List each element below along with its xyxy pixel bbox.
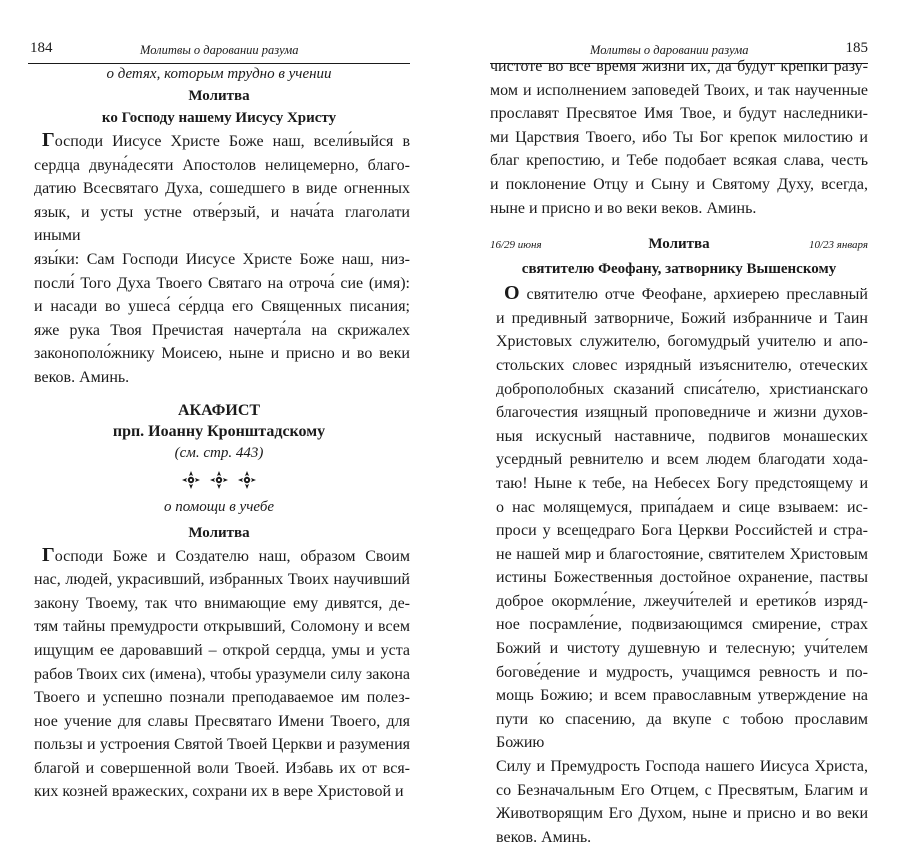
prayer2-text bbox=[28, 544, 410, 805]
text-line bbox=[496, 708, 868, 755]
line-text: пути ко спасению, да вкупе с тобою прославим Божию bbox=[496, 710, 868, 752]
text-line bbox=[34, 710, 410, 734]
right-page-number: 185 bbox=[845, 40, 868, 56]
line-text: прославят Пресвятое Имя Твое, и будут наследники- bbox=[490, 105, 868, 123]
line-text: закону Твоему, так что внимающие ему дивятся, де- bbox=[34, 594, 410, 612]
text-line bbox=[496, 802, 868, 826]
line-text: осподи Боже и Создателю наш, образом Своим bbox=[54, 547, 410, 565]
line-text: тям тайны премудрости открывший, Соломону и всем bbox=[34, 618, 410, 636]
right-page bbox=[490, 0, 868, 846]
text-line bbox=[496, 330, 868, 354]
line-text: сердца двуна́десяти Апостолов нелицемерно, благо- bbox=[34, 156, 410, 174]
text-line bbox=[496, 354, 868, 378]
prayer1-text bbox=[28, 129, 410, 390]
line-text: осподи Иисусе Христе Боже наш, всели́выйся в bbox=[54, 133, 410, 150]
triple-cross-ornament-icon bbox=[28, 470, 410, 492]
text-line bbox=[34, 615, 410, 639]
text-line bbox=[496, 378, 868, 402]
text-line bbox=[34, 319, 410, 343]
line-text: усердный ревнителю и всем людем благодати хода- bbox=[496, 451, 868, 469]
line-text: язык, и усты устне отве́рзый, и нача́та глаголати иными bbox=[34, 203, 410, 245]
text-line bbox=[34, 757, 410, 781]
text-line bbox=[34, 295, 410, 319]
line-text: доброполобных сказаний списа́телю, христианскаго bbox=[496, 380, 868, 398]
feast-date-row bbox=[490, 236, 868, 258]
line-text: благочестия изящный проповедниче и жизни духов- bbox=[496, 404, 868, 422]
text-line bbox=[496, 661, 868, 685]
text-line bbox=[490, 55, 868, 79]
line-text: ми Царствия Твоего, ибо Ты Бог крепок милостию и bbox=[490, 128, 868, 146]
text-line bbox=[34, 639, 410, 663]
line-text: благ крепостию, и Тебе подобает всякая слава, честь bbox=[490, 152, 868, 170]
section2-heading: о помощи в учебе bbox=[163, 498, 275, 515]
akathist-title: АКАФИСТ bbox=[177, 401, 261, 419]
text-line bbox=[496, 425, 868, 449]
line-text: законополо́жнику Моисею, ныне и присно и во веки bbox=[34, 345, 410, 363]
text-line bbox=[490, 126, 868, 150]
text-line bbox=[496, 637, 868, 661]
line-text: истины Божественныя достойное охранение, паствы bbox=[496, 569, 868, 587]
line-text: язы́ки: Сам Господи Иисусе Христе Боже наш, низ- bbox=[34, 250, 410, 268]
line-text: и поклонение Отцу и Сыну и Святому Духу, всегда, bbox=[490, 175, 868, 193]
text-line bbox=[34, 201, 410, 248]
line-text: рабов Твоих сих (имена), чтобы уразумели силу закона bbox=[34, 665, 410, 683]
text-line bbox=[496, 826, 868, 849]
line-text: Христовых служителю, богомудрый учителю и апо- bbox=[496, 333, 868, 351]
text-line bbox=[34, 592, 410, 616]
date-old-style: 16/29 июня bbox=[490, 239, 542, 252]
left-page-body bbox=[28, 63, 410, 804]
text-line bbox=[34, 568, 410, 592]
text-line bbox=[496, 401, 868, 425]
text-line bbox=[496, 566, 868, 590]
line-text: Твоего и успешно познали преподаваемое им полез- bbox=[34, 689, 410, 707]
akathist-subtitle: прп. Иоанну Кронштадскому bbox=[112, 422, 326, 440]
line-text: таю! Ныне к тебе, на Небесех Богу предстоящему и bbox=[496, 474, 868, 492]
line-text: о нас молящемуся, припа́даем и сице взываем: ис- bbox=[496, 498, 868, 516]
text-line bbox=[496, 307, 868, 331]
text-line bbox=[496, 472, 868, 496]
line-text: ное посрамле́ние, подвизающимся смирение, страх bbox=[496, 616, 868, 634]
line-text: стольских словес изрядный изъяснителю, отеческих bbox=[496, 356, 868, 374]
prayer-label: Молитва bbox=[648, 236, 710, 253]
prayer3-text bbox=[490, 282, 868, 849]
section1-addressee: ко Господу нашему Иисусу Христу bbox=[101, 110, 337, 126]
text-line bbox=[34, 780, 410, 804]
line-text: и насади во ушеса́ се́рдца его Священных писания; bbox=[34, 298, 410, 316]
line-text: яже рука Твоя Пречистая начерта́ла на скрижалех bbox=[34, 321, 410, 339]
text-line bbox=[496, 519, 868, 543]
line-text: не нашей мир и благостояние, святителем Христовым bbox=[496, 545, 868, 563]
text-line bbox=[490, 197, 868, 221]
right-page-body bbox=[490, 58, 868, 849]
prayer2-continuation bbox=[490, 55, 868, 220]
text-line bbox=[496, 543, 868, 567]
text-line bbox=[496, 282, 868, 307]
line-text: веков. Аминь. bbox=[496, 828, 592, 846]
text-line bbox=[490, 149, 868, 173]
line-text: нас, людей, украсивший, избранных Твоих научивший bbox=[34, 571, 410, 589]
section1-prayer-label: Молитва bbox=[188, 88, 250, 104]
line-text: мощь Божию; и всем православным утверждение на bbox=[496, 687, 868, 705]
text-line bbox=[496, 755, 868, 779]
text-line bbox=[490, 173, 868, 197]
drop-cap: Г bbox=[42, 129, 55, 151]
prayer-addressee: святителю Феофану, затворнику Вышенскому bbox=[521, 261, 837, 278]
text-line bbox=[34, 177, 410, 201]
cross-ornament-icon bbox=[237, 470, 257, 490]
text-line bbox=[496, 448, 868, 472]
line-text: ныя искусный наставниче, подвигов монашеских bbox=[496, 427, 868, 445]
line-text: Животворящим Его Духом, ныне и присно и во веки bbox=[496, 805, 868, 823]
text-line bbox=[34, 129, 410, 154]
line-text: датию Всесвятаго Духа, сошедшего в виде огненных bbox=[34, 180, 410, 198]
line-text: ное учение для славы Пресвятаго Имени Твоего, для bbox=[34, 712, 410, 730]
left-header-title: Молитвы о даровании разума bbox=[140, 43, 299, 57]
text-line bbox=[496, 684, 868, 708]
right-header-title: Молитвы о даровании разума bbox=[590, 43, 749, 57]
line-text: Божий и чистоту душевную и телесную; учи́телем bbox=[496, 640, 868, 658]
text-line bbox=[496, 779, 868, 803]
drop-cap: Г bbox=[42, 543, 55, 566]
text-line bbox=[496, 613, 868, 637]
line-text: проси у всещедраго Бога Церкви Российстей и стра- bbox=[496, 522, 868, 540]
line-text: благой и совершенной воли Твоей. Избавь их от вся- bbox=[34, 759, 410, 777]
line-text: посли́ Того Духа Твоего Святаго на отроча́ сие (имя): bbox=[34, 274, 410, 292]
text-line bbox=[34, 733, 410, 757]
line-text: чистоте во все время жизни их, да будут крепки разу- bbox=[490, 58, 868, 75]
cross-ornament-icon bbox=[181, 470, 201, 490]
line-text: богове́дение и мудрость, учащимся ревность и по- bbox=[496, 663, 868, 681]
text-line bbox=[496, 496, 868, 520]
text-line bbox=[34, 154, 410, 178]
line-text: Силу и Премудрость Господа нашего Иисуса Христа, bbox=[496, 758, 868, 776]
text-line bbox=[490, 102, 868, 126]
text-line bbox=[34, 248, 410, 272]
text-line bbox=[490, 79, 868, 103]
text-line bbox=[34, 366, 410, 390]
section2-prayer-label: Молитва bbox=[188, 524, 250, 541]
akathist-reference: (см. стр. 443) bbox=[174, 444, 264, 461]
text-line bbox=[34, 544, 410, 569]
line-text: со Безначальным Его Отцем, с Пресвятым, Благим и bbox=[496, 781, 868, 799]
line-text: веков. Аминь. bbox=[34, 368, 130, 386]
line-text: ищущим ее даровавший – открой сердца, умы и уста bbox=[34, 641, 410, 659]
drop-cap: О bbox=[504, 282, 520, 305]
text-line bbox=[34, 663, 410, 687]
text-line bbox=[34, 686, 410, 710]
line-text: ких козней вражеских, сохрани их в вере Христовой и bbox=[34, 783, 404, 801]
text-line bbox=[34, 272, 410, 296]
line-text: мом и исполнением заповедей Твоих, и так наученные bbox=[490, 81, 868, 99]
line-text: и предивный затворниче, Божий избранниче и Таин bbox=[496, 309, 868, 327]
text-line bbox=[496, 590, 868, 614]
line-text: ныне и присно и во веки веков. Аминь. bbox=[490, 199, 757, 217]
line-text: пользы и устроения Святой Твоей Церкви и разумения bbox=[34, 736, 410, 754]
line-text: доброе окормле́ние, лжеучи́телей и еретико́в изряд- bbox=[496, 592, 868, 610]
left-page bbox=[28, 0, 410, 801]
left-running-header bbox=[28, 42, 410, 64]
line-text: святителю отче Феофане, архиерею преславный bbox=[519, 286, 868, 304]
left-page-number: 184 bbox=[30, 40, 53, 56]
date-new-style: 10/23 января bbox=[808, 239, 868, 252]
text-line bbox=[34, 342, 410, 366]
cross-ornament-icon bbox=[209, 470, 229, 490]
section1-heading: о детях, которым трудно в учении bbox=[106, 66, 332, 82]
